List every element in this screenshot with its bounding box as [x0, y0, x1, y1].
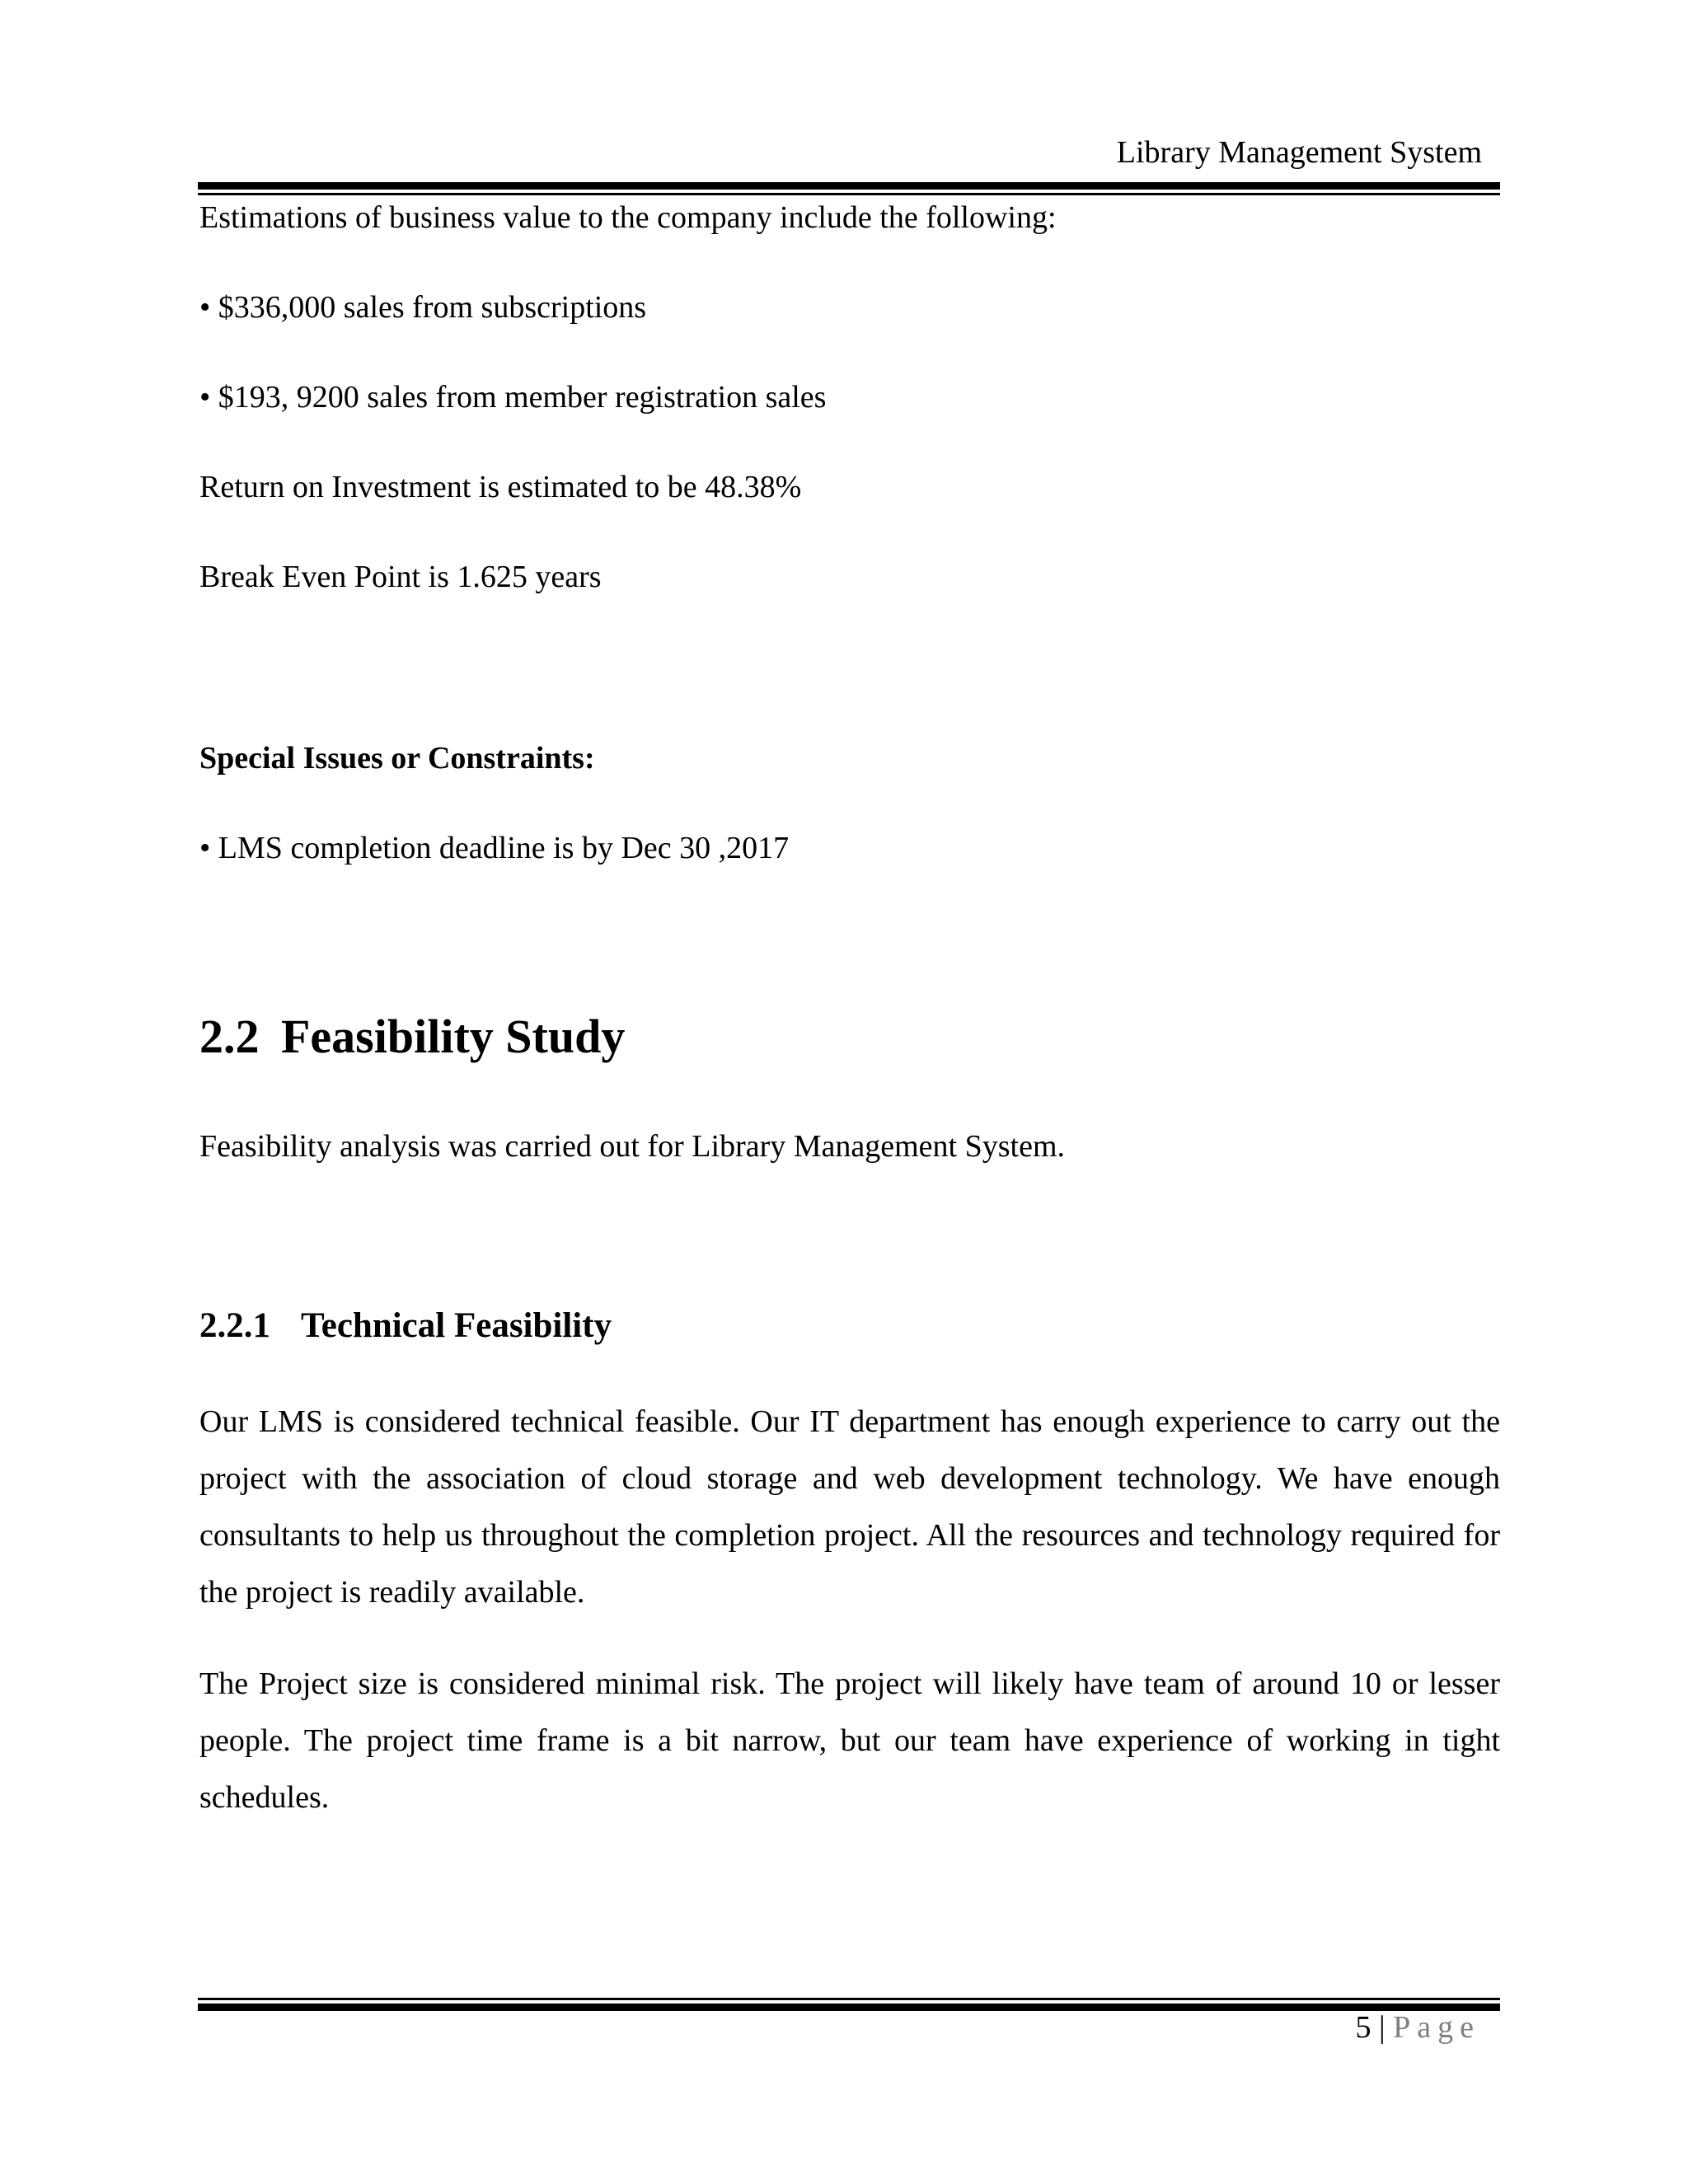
subsection-number: 2.2.1	[199, 1306, 270, 1345]
paragraph-project-risk: The Project size is considered minimal risk. The project will likely have team of around 10 or lesser people. The project time frame is a bit narrow, but our team have experience of working in tight schedules.	[199, 1666, 1500, 1815]
section-intro: Feasibility analysis was carried out for Library Management System.	[199, 1129, 1066, 1164]
roi-text: Return on Investment is estimated to be 48.38%	[199, 470, 802, 504]
section-number: 2.2	[199, 1010, 260, 1063]
subsection-heading	[199, 1305, 612, 1346]
bullet-subscriptions: • $336,000 sales from subscriptions	[199, 290, 647, 325]
subsection-title: Technical Feasibility	[301, 1306, 612, 1345]
footer-separator: |	[1379, 2010, 1386, 2045]
break-even-text: Break Even Point is 1.625 years	[199, 560, 602, 594]
business-value-intro: Estimations of business value to the company include the following:	[199, 200, 1057, 235]
header-rule	[198, 182, 1500, 195]
bullet-deadline: • LMS completion deadline is by Dec 30 ,2017	[199, 831, 790, 865]
running-header: Library Management System	[1116, 135, 1482, 170]
section-heading	[199, 1009, 625, 1064]
constraints-heading: Special Issues or Constraints:	[199, 741, 595, 776]
paragraph-technical-feasibility: Our LMS is considered technical feasible. Our IT department has enough experience to carry out the project with the association of cloud storage and web development technology. We have enough consultants to help us throughout the completion project. All the resources and technology required for the project is readily available.	[199, 1404, 1500, 1610]
section-title: Feasibility Study	[281, 1010, 626, 1063]
footer-rule	[198, 1998, 1500, 2011]
page-footer	[1356, 2009, 1480, 2046]
page-label: Page	[1393, 2010, 1480, 2045]
bullet-registration: • $193, 9200 sales from member registration sales	[199, 380, 827, 415]
page-number: 5	[1355, 2010, 1372, 2045]
